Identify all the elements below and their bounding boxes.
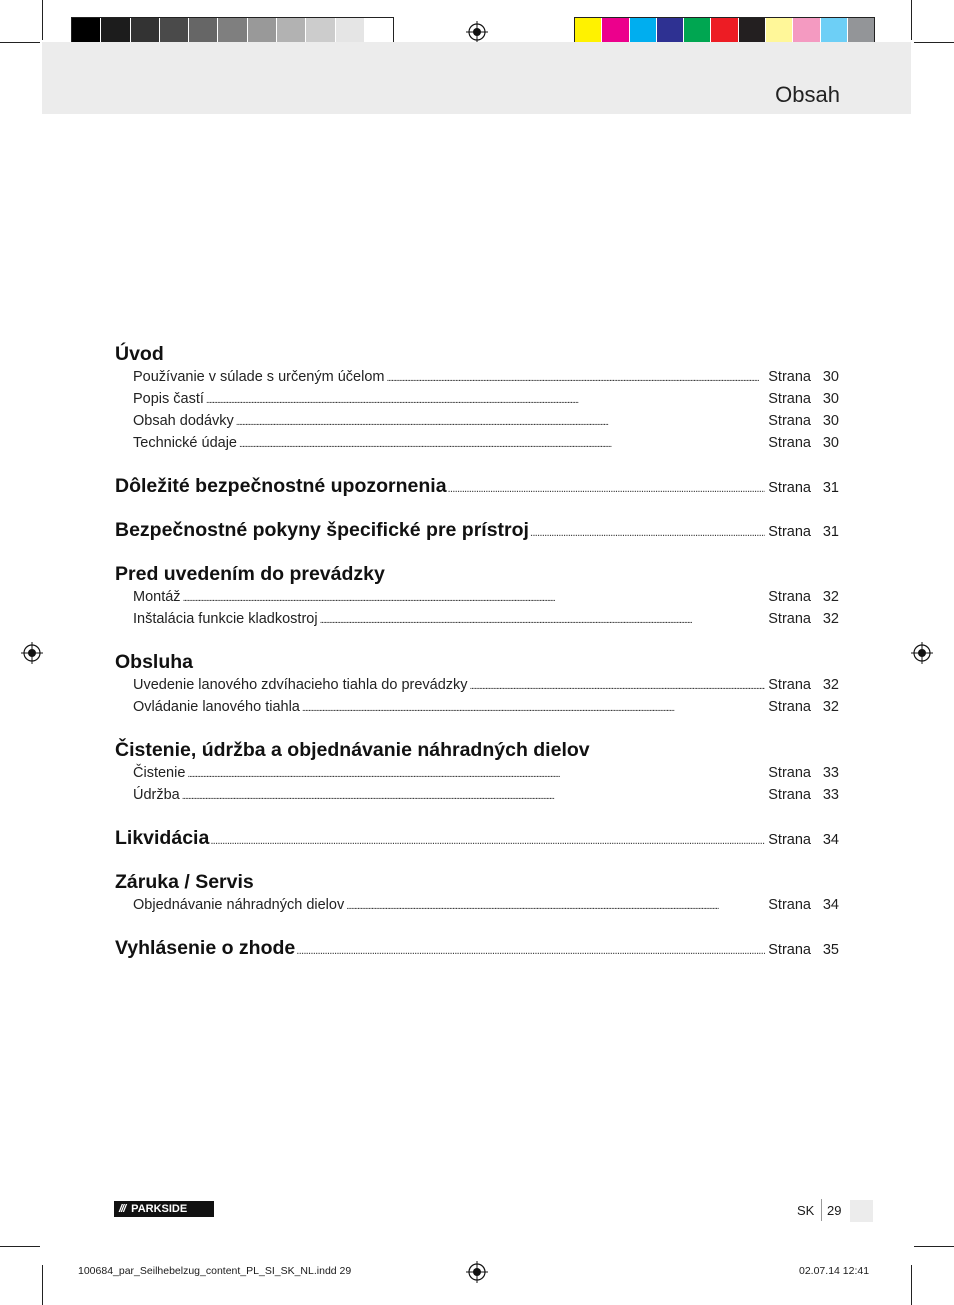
- section-title: Bezpečnostné pokyny špecifické pre prístroj: [115, 519, 529, 541]
- page-number: 34: [822, 832, 839, 848]
- page-number: 31: [822, 480, 839, 496]
- entry-label: Ovládanie lanového tiahla: [133, 699, 300, 715]
- dot-leader: [530, 528, 765, 539]
- page-word: Strana: [768, 391, 811, 407]
- crop-mark: [914, 42, 954, 43]
- toc-section-heading: [115, 827, 839, 853]
- toc-entry: [115, 765, 839, 787]
- toc-entry: [115, 699, 839, 721]
- dot-leader: [320, 615, 766, 626]
- dot-leader: [187, 769, 765, 780]
- crop-mark: [911, 0, 912, 40]
- toc-section-heading: [115, 651, 839, 677]
- page-number: 33: [822, 765, 839, 781]
- page-number: 30: [822, 369, 839, 385]
- toc-entry: [115, 391, 839, 413]
- page-number: 32: [822, 589, 839, 605]
- dot-leader: [210, 836, 765, 847]
- toc-section: [115, 563, 839, 633]
- entry-label: Údržba: [133, 787, 180, 803]
- page-number: 31: [822, 524, 839, 540]
- registration-mark-icon: [466, 1261, 488, 1283]
- dot-leader: [470, 681, 766, 692]
- page-word: Strana: [768, 369, 811, 385]
- dot-leader: [302, 703, 765, 714]
- toc-section: [115, 937, 839, 963]
- crop-mark: [42, 1265, 43, 1305]
- dot-leader: [296, 946, 765, 957]
- section-title: Obsluha: [115, 651, 194, 673]
- entry-label: Používanie v súlade s určeným účelom: [133, 369, 385, 385]
- toc-entry: [115, 677, 839, 699]
- crop-mark: [914, 1246, 954, 1247]
- crop-mark: [0, 1246, 40, 1247]
- page-word: Strana: [768, 435, 811, 451]
- dot-leader: [448, 484, 766, 495]
- toc-section: [115, 739, 839, 809]
- toc-section: [115, 519, 839, 545]
- entry-label: Popis častí: [133, 391, 204, 407]
- entry-label: Technické údaje: [133, 435, 237, 451]
- dot-leader: [183, 593, 766, 604]
- entry-label: Objednávanie náhradných dielov: [133, 897, 345, 913]
- section-title: Úvod: [115, 343, 164, 365]
- page-number: 32: [822, 677, 839, 693]
- toc-entry: [115, 897, 839, 919]
- table-of-contents: [115, 343, 839, 963]
- toc-entry: [115, 589, 839, 611]
- section-title: Čistenie, údržba a objednávanie náhradných dielov: [115, 739, 590, 761]
- page-word: Strana: [768, 787, 811, 803]
- page-number: 30: [822, 413, 839, 429]
- toc-entry: [115, 369, 839, 391]
- toc-section-heading: [115, 343, 839, 369]
- footer-tab: [850, 1200, 873, 1222]
- toc-section: [115, 651, 839, 721]
- entry-label: Inštalácia funkcie kladkostroj: [133, 611, 318, 627]
- toc-section: [115, 827, 839, 853]
- toc-entry: [115, 413, 839, 435]
- section-title: Pred uvedením do prevádzky: [115, 563, 385, 585]
- section-title: Vyhlásenie o zhode: [115, 937, 296, 959]
- page-title: Obsah: [775, 82, 840, 107]
- page-number: 35: [822, 942, 839, 958]
- toc-section-heading: [115, 519, 839, 545]
- page-number: 30: [822, 391, 839, 407]
- page-word: Strana: [768, 413, 811, 429]
- toc-section-heading: [115, 563, 839, 589]
- toc-entry: [115, 787, 839, 809]
- entry-label: Uvedenie lanového zdvíhacieho tiahla do prevádzky: [133, 677, 468, 693]
- entry-label: Čistenie: [133, 765, 186, 781]
- page-word: Strana: [768, 765, 811, 781]
- page-number: 32: [822, 699, 839, 715]
- crop-mark: [42, 0, 43, 40]
- page-word: Strana: [768, 832, 811, 848]
- section-title: Likvidácia: [115, 827, 210, 849]
- dot-leader: [236, 417, 766, 428]
- slug-timestamp: 02.07.14 12:41: [799, 1265, 870, 1277]
- registration-mark-icon: [911, 642, 933, 664]
- section-title: Dôležité bezpečnostné upozornenia: [115, 475, 447, 497]
- page-word: Strana: [768, 589, 811, 605]
- section-title: Záruka / Servis: [115, 871, 254, 893]
- dot-leader: [386, 373, 765, 384]
- page-number: 33: [822, 787, 839, 803]
- page-number: 34: [822, 897, 839, 913]
- toc-section: [115, 475, 839, 501]
- parkside-logo: [114, 1201, 214, 1217]
- footer-language: SK: [797, 1203, 815, 1218]
- crop-mark: [0, 42, 40, 43]
- toc-section-heading: [115, 871, 839, 897]
- page-word: Strana: [768, 677, 811, 693]
- footer-page-number: 29: [827, 1203, 842, 1218]
- toc-entry: [115, 611, 839, 633]
- slug-filename: 100684_par_Seilhebelzug_content_PL_SI_SK_NL.indd 29: [78, 1265, 352, 1277]
- footer-divider: [821, 1199, 822, 1221]
- entry-label: Montáž: [133, 589, 181, 605]
- crop-mark: [911, 1265, 912, 1305]
- page-word: Strana: [768, 897, 811, 913]
- dot-leader: [346, 901, 765, 912]
- dot-leader: [206, 395, 765, 406]
- page-number: 32: [822, 611, 839, 627]
- toc-section-heading: [115, 739, 839, 765]
- toc-section-heading: [115, 475, 839, 501]
- toc-section: [115, 871, 839, 919]
- logo-stripes: ///: [119, 1203, 126, 1215]
- page-word: Strana: [768, 942, 811, 958]
- toc-section-heading: [115, 937, 839, 963]
- registration-mark-icon: [21, 642, 43, 664]
- page-number: 30: [822, 435, 839, 451]
- dot-leader: [239, 439, 765, 450]
- registration-mark-icon: [466, 21, 488, 43]
- toc-entry: [115, 435, 839, 457]
- page-word: Strana: [768, 524, 811, 540]
- page-word: Strana: [768, 699, 811, 715]
- dot-leader: [182, 791, 766, 802]
- entry-label: Obsah dodávky: [133, 413, 234, 429]
- page-word: Strana: [768, 480, 811, 496]
- toc-section: [115, 343, 839, 457]
- logo-text: PARKSIDE: [131, 1203, 188, 1215]
- page-word: Strana: [768, 611, 811, 627]
